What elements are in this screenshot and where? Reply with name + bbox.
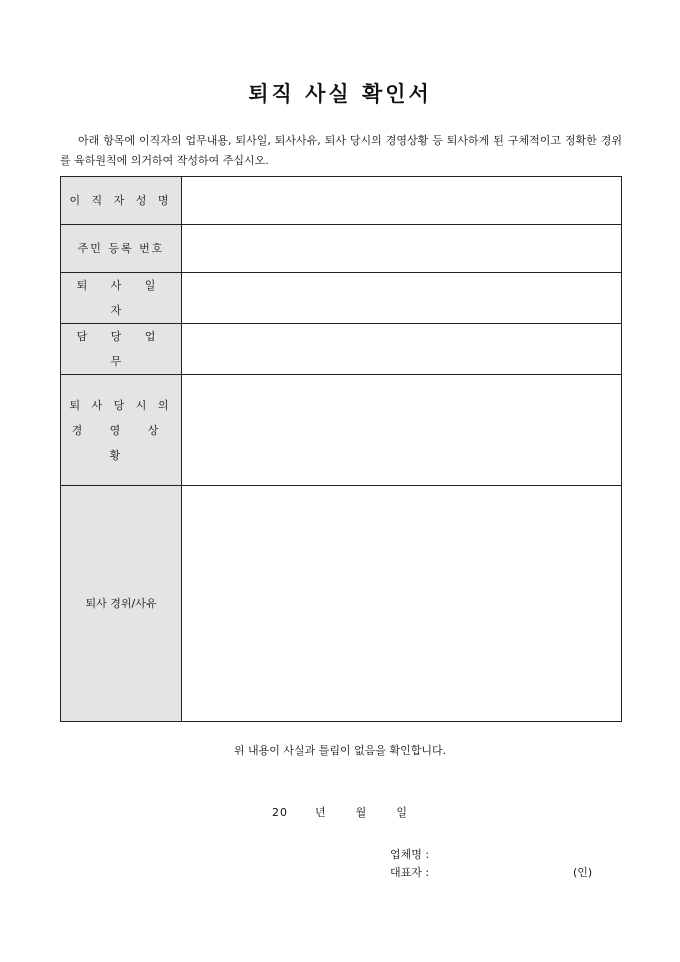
reason-label: 퇴사 경위/사유	[61, 486, 182, 722]
confirmation-statement: 위 내용이 사실과 틀림이 없음을 확인합니다.	[233, 744, 447, 757]
duty-field[interactable]	[182, 324, 622, 375]
reason-field[interactable]	[182, 486, 622, 722]
id-number-label: 주민 등록 번호	[61, 225, 182, 273]
date-year-prefix: 20	[272, 806, 289, 819]
date-month-unit: 월	[355, 806, 368, 819]
duty-label: 담 당 업 무	[61, 324, 182, 375]
form-row-name	[61, 177, 622, 225]
form-row-duty	[61, 324, 622, 375]
name-label: 이 직 자 성 명	[61, 177, 182, 225]
company-name-label: 업체명 :	[390, 848, 430, 861]
form-row-business-condition	[61, 375, 622, 486]
date-line	[0, 804, 680, 820]
resign-date-field[interactable]	[182, 273, 622, 324]
form-row-reason	[61, 486, 622, 722]
resign-date-label: 퇴 사 일 자	[61, 273, 182, 324]
date-day-unit: 일	[396, 806, 408, 819]
name-field[interactable]	[182, 177, 622, 225]
document-title: 퇴직 사실 확인서	[248, 81, 432, 106]
seal-label: (인)	[573, 866, 593, 879]
resignation-form-table	[60, 176, 622, 722]
form-row-id	[61, 225, 622, 273]
intro-paragraph: 아래 항목에 이직자의 업무내용, 퇴사일, 퇴사사유, 퇴사 당시의 경영상황 등 퇴사하게 된 구체적이고 정확한 경위를 육하원칙에 의거하여 작성하여 주십시오.	[60, 134, 622, 167]
form-row-resign-date	[61, 273, 622, 324]
business-condition-label-line1: 퇴 사 당 시 의	[69, 398, 173, 412]
date-year-unit: 년	[315, 806, 327, 819]
business-condition-label	[61, 375, 182, 486]
id-number-field[interactable]	[182, 225, 622, 273]
business-condition-field[interactable]	[182, 375, 622, 486]
representative-label: 대표자 :	[390, 866, 430, 879]
business-condition-label-line2: 경 영 상 황	[71, 423, 171, 462]
